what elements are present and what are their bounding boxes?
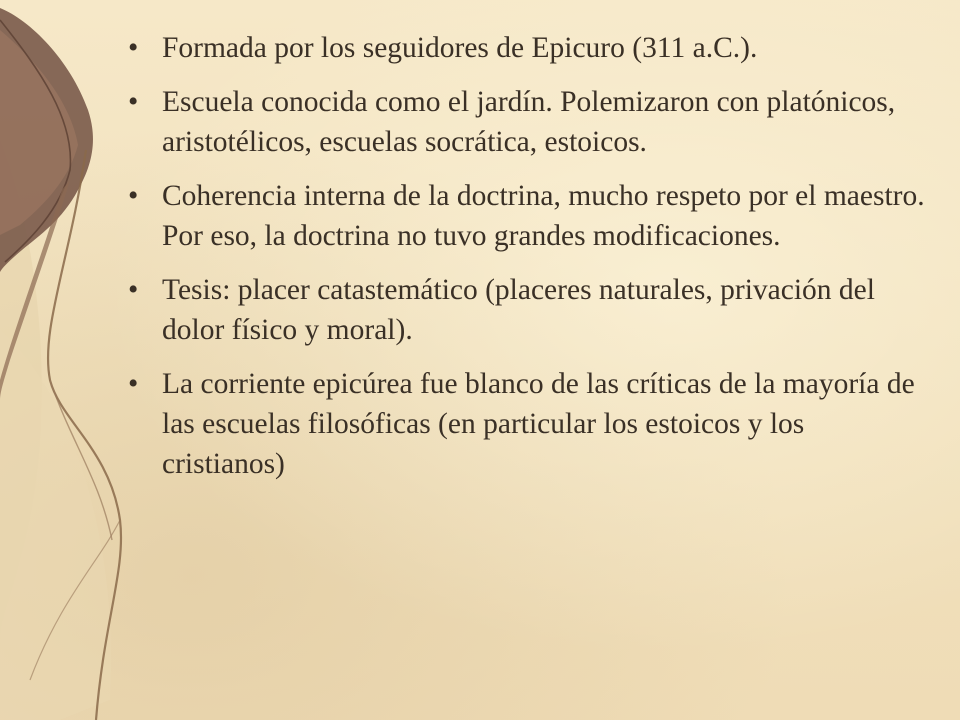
- bullet-text: La corriente epicúrea fue blanco de las críticas de la mayoría de las escuelas filosóficas (en particular los estoicos y los cristianos): [162, 368, 915, 480]
- bullet-text: Coherencia interna de la doctrina, mucho respeto por el maestro. Por eso, la doctrina no tuvo grandes modificaciones.: [162, 180, 925, 252]
- bullet-item: [128, 28, 928, 68]
- bullet-glyph: •: [128, 274, 139, 306]
- bullet-text: Escuela conocida como el jardín. Polemizaron con platónicos, aristotélicos, escuelas socrática, estoicos.: [162, 86, 896, 158]
- bullet-glyph: •: [128, 32, 139, 64]
- bullet-text: Tesis: placer catastemático (placeres naturales, privación del dolor físico y moral).: [162, 274, 875, 346]
- bullet-text: Formada por los seguidores de Epicuro (311 a.C.).: [162, 32, 758, 64]
- bullet-item: [128, 364, 928, 484]
- bullet-item: [128, 270, 928, 350]
- faint-leaf-shape-2: [0, 330, 111, 720]
- bullet-glyph: •: [128, 368, 139, 400]
- bullet-item: [128, 176, 928, 256]
- bullet-list: [128, 28, 928, 498]
- bullet-glyph: •: [128, 86, 139, 118]
- bullet-item: [128, 82, 928, 162]
- bullet-glyph: •: [128, 180, 139, 212]
